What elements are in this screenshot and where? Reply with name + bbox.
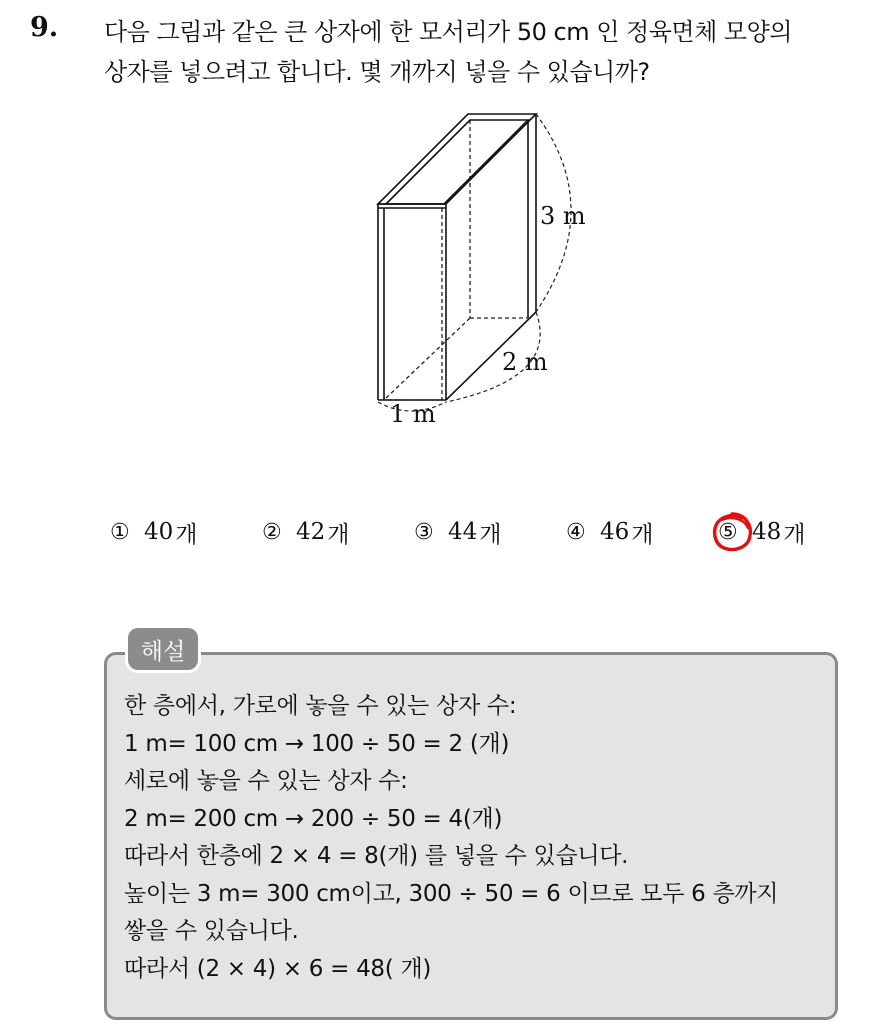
- choice-number-glyph: ⑤: [718, 519, 738, 545]
- width-label: 1 m: [390, 400, 436, 428]
- solution-line: 따라서 한층에 2 × 4 = 8(개) 를 넣을 수 있습니다.: [124, 843, 629, 869]
- choice-value: 42: [296, 519, 326, 545]
- solution-line: 따라서 (2 × 4) × 6 = 48( 개): [124, 955, 432, 982]
- choice-value: 40: [144, 519, 174, 545]
- question-line: 다음 그림과 같은 큰 상자에 한 모서리가 50 cm 인 정육면체 모양의: [104, 18, 792, 46]
- choice-unit: 개: [175, 521, 198, 548]
- choice-2[interactable]: [262, 512, 350, 552]
- answer-choices: [0, 512, 884, 552]
- choice-value: 44: [448, 519, 478, 545]
- choice-number: ②: [262, 519, 282, 545]
- choice-number: [718, 520, 752, 545]
- choice-4[interactable]: [566, 512, 654, 552]
- solution-tag: 해설: [128, 628, 198, 670]
- solution-line: 높이는 3 m= 300 cm이고, 300 ÷ 50 = 6 이므로 모두 6 층까지: [124, 880, 779, 907]
- box-figure: [360, 108, 600, 438]
- choice-number: ①: [110, 519, 130, 545]
- choice-3[interactable]: [414, 512, 502, 552]
- depth-label: 2 m: [502, 348, 548, 376]
- choice-number: ④: [566, 519, 586, 545]
- choice-unit: 개: [783, 521, 806, 548]
- solution-line: 한 층에서, 가로에 놓을 수 있는 상자 수:: [124, 693, 517, 719]
- solution-line: 세로에 놓을 수 있는 상자 수:: [124, 768, 408, 794]
- question-line: 상자를 넣으려고 합니다. 몇 개까지 넣을 수 있습니까?: [104, 58, 650, 86]
- choice-unit: 개: [631, 521, 654, 548]
- solution-line: 쌓을 수 있습니다.: [124, 918, 299, 944]
- question-text: [104, 12, 874, 92]
- choice-5[interactable]: [718, 512, 806, 552]
- solution-line: 1 m= 100 cm → 100 ÷ 50 = 2 (개): [124, 730, 510, 757]
- solution-text: [124, 688, 834, 988]
- choice-value: 48: [752, 519, 782, 545]
- choice-number: ③: [414, 519, 434, 545]
- choice-1[interactable]: [110, 512, 198, 552]
- solution-line: 2 m= 200 cm → 200 ÷ 50 = 4(개): [124, 805, 503, 832]
- choice-value: 46: [600, 519, 630, 545]
- question-number: 9.: [30, 12, 59, 43]
- choice-unit: 개: [479, 521, 502, 548]
- height-label: 3 m: [540, 202, 586, 230]
- choice-unit: 개: [327, 521, 350, 548]
- answer-circle-mark-icon: [708, 508, 756, 556]
- box-diagram: [360, 108, 600, 438]
